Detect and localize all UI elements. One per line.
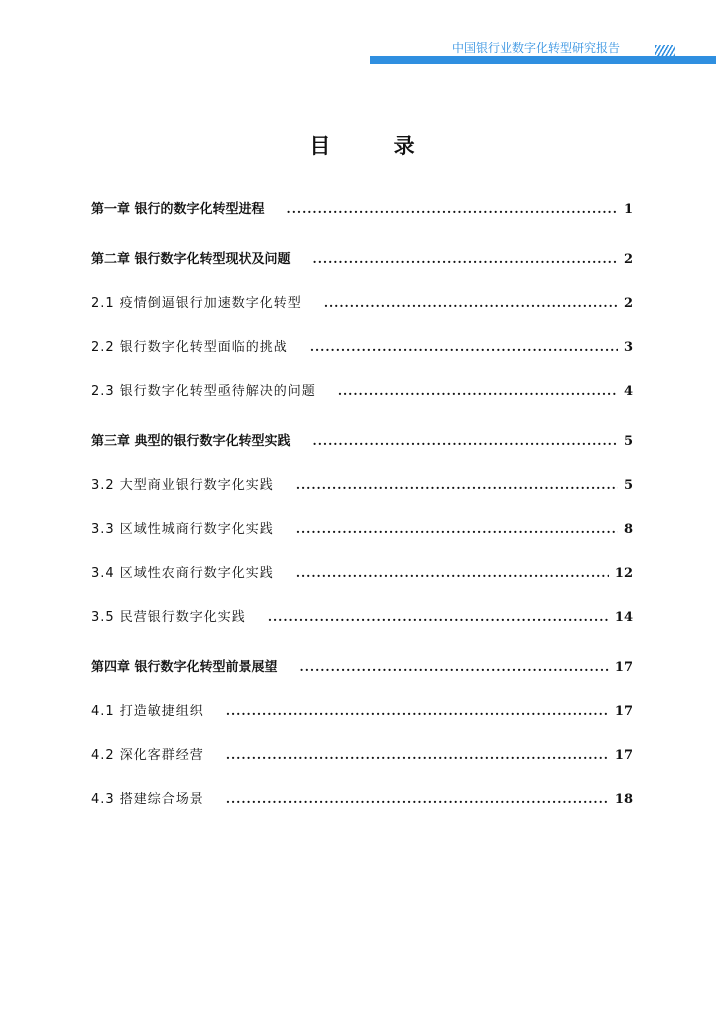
toc-entry-page: 14 (614, 610, 633, 625)
toc-entry-section-3-2[interactable] (91, 474, 633, 494)
toc-entry-page: 5 (623, 478, 633, 493)
toc-entry-section-4-3[interactable] (91, 788, 633, 808)
toc-entry-label: 4.3 搭建综合场景 (91, 792, 204, 807)
toc-leader-dots (296, 566, 609, 580)
toc-entry-section-3-5[interactable] (91, 606, 633, 626)
toc-entry-section-2-2[interactable] (91, 336, 633, 356)
toc-entry-label: 2.3 银行数字化转型亟待解决的问题 (91, 384, 316, 399)
toc-entry-label: 3.4 区域性农商行数字化实践 (91, 566, 274, 581)
toc-entry-page: 5 (623, 434, 633, 449)
toc-entry-label: 第二章 银行数字化转型现状及问题 (91, 252, 291, 267)
toc-leader-dots (226, 704, 609, 718)
toc-entry-label: 4.1 打造敏捷组织 (91, 704, 204, 719)
toc-leader-dots (313, 252, 618, 266)
toc-title: 目 录 (309, 133, 443, 158)
toc-entry-section-3-4[interactable] (91, 562, 633, 582)
toc-entry-page: 2 (623, 296, 633, 311)
toc-entry-page: 2 (623, 252, 633, 267)
toc-entry-label: 第四章 银行数字化转型前景展望 (91, 660, 278, 675)
toc-entry-label: 3.2 大型商业银行数字化实践 (91, 478, 274, 493)
toc-entry-label: 第一章 银行的数字化转型进程 (91, 202, 265, 217)
report-title: 中国银行业数字化转型研究报告 (452, 41, 621, 55)
toc-entry-page: 17 (614, 704, 633, 719)
toc-leader-dots (324, 296, 618, 310)
toc-entry-page: 3 (623, 340, 633, 355)
toc-leader-dots (338, 384, 618, 398)
toc-entry-page: 18 (614, 792, 633, 807)
toc-leader-dots (310, 340, 618, 354)
toc-leader-dots (300, 660, 609, 674)
toc-entry-chapter-2[interactable] (91, 248, 633, 268)
toc-entry-label: 3.3 区域性城商行数字化实践 (91, 522, 274, 537)
toc-entry-chapter-1[interactable] (91, 198, 633, 218)
toc-entry-chapter-3[interactable] (91, 430, 633, 450)
toc-leader-dots (296, 522, 618, 536)
toc-leader-dots (268, 610, 609, 624)
header-bar (370, 56, 716, 64)
toc-entry-label: 2.2 银行数字化转型面临的挑战 (91, 340, 288, 355)
toc-entry-label: 4.2 深化客群经营 (91, 748, 204, 763)
toc-entry-section-3-3[interactable] (91, 518, 633, 538)
toc-leader-dots (226, 792, 609, 806)
toc-entry-section-4-2[interactable] (91, 744, 633, 764)
toc-leader-dots (287, 202, 618, 216)
toc-entry-page: 4 (623, 384, 633, 399)
toc-entry-section-2-3[interactable] (91, 380, 633, 400)
toc-entry-page: 17 (614, 660, 633, 675)
toc-entry-page: 8 (623, 522, 633, 537)
toc-leader-dots (296, 478, 618, 492)
toc-entry-section-4-1[interactable] (91, 700, 633, 720)
toc-entry-page: 1 (623, 202, 633, 217)
toc-entry-label: 2.1 疫情倒逼银行加速数字化转型 (91, 296, 302, 311)
toc-entry-page: 17 (614, 748, 633, 763)
toc-leader-dots (226, 748, 609, 762)
header-stripes-decoration (655, 45, 675, 56)
toc-entry-chapter-4[interactable] (91, 656, 633, 676)
toc-leader-dots (313, 434, 618, 448)
toc-entry-label: 3.5 民营银行数字化实践 (91, 610, 246, 625)
toc-entry-section-2-1[interactable] (91, 292, 633, 312)
toc-entry-page: 12 (614, 566, 633, 581)
toc-entry-label: 第三章 典型的银行数字化转型实践 (91, 434, 291, 449)
